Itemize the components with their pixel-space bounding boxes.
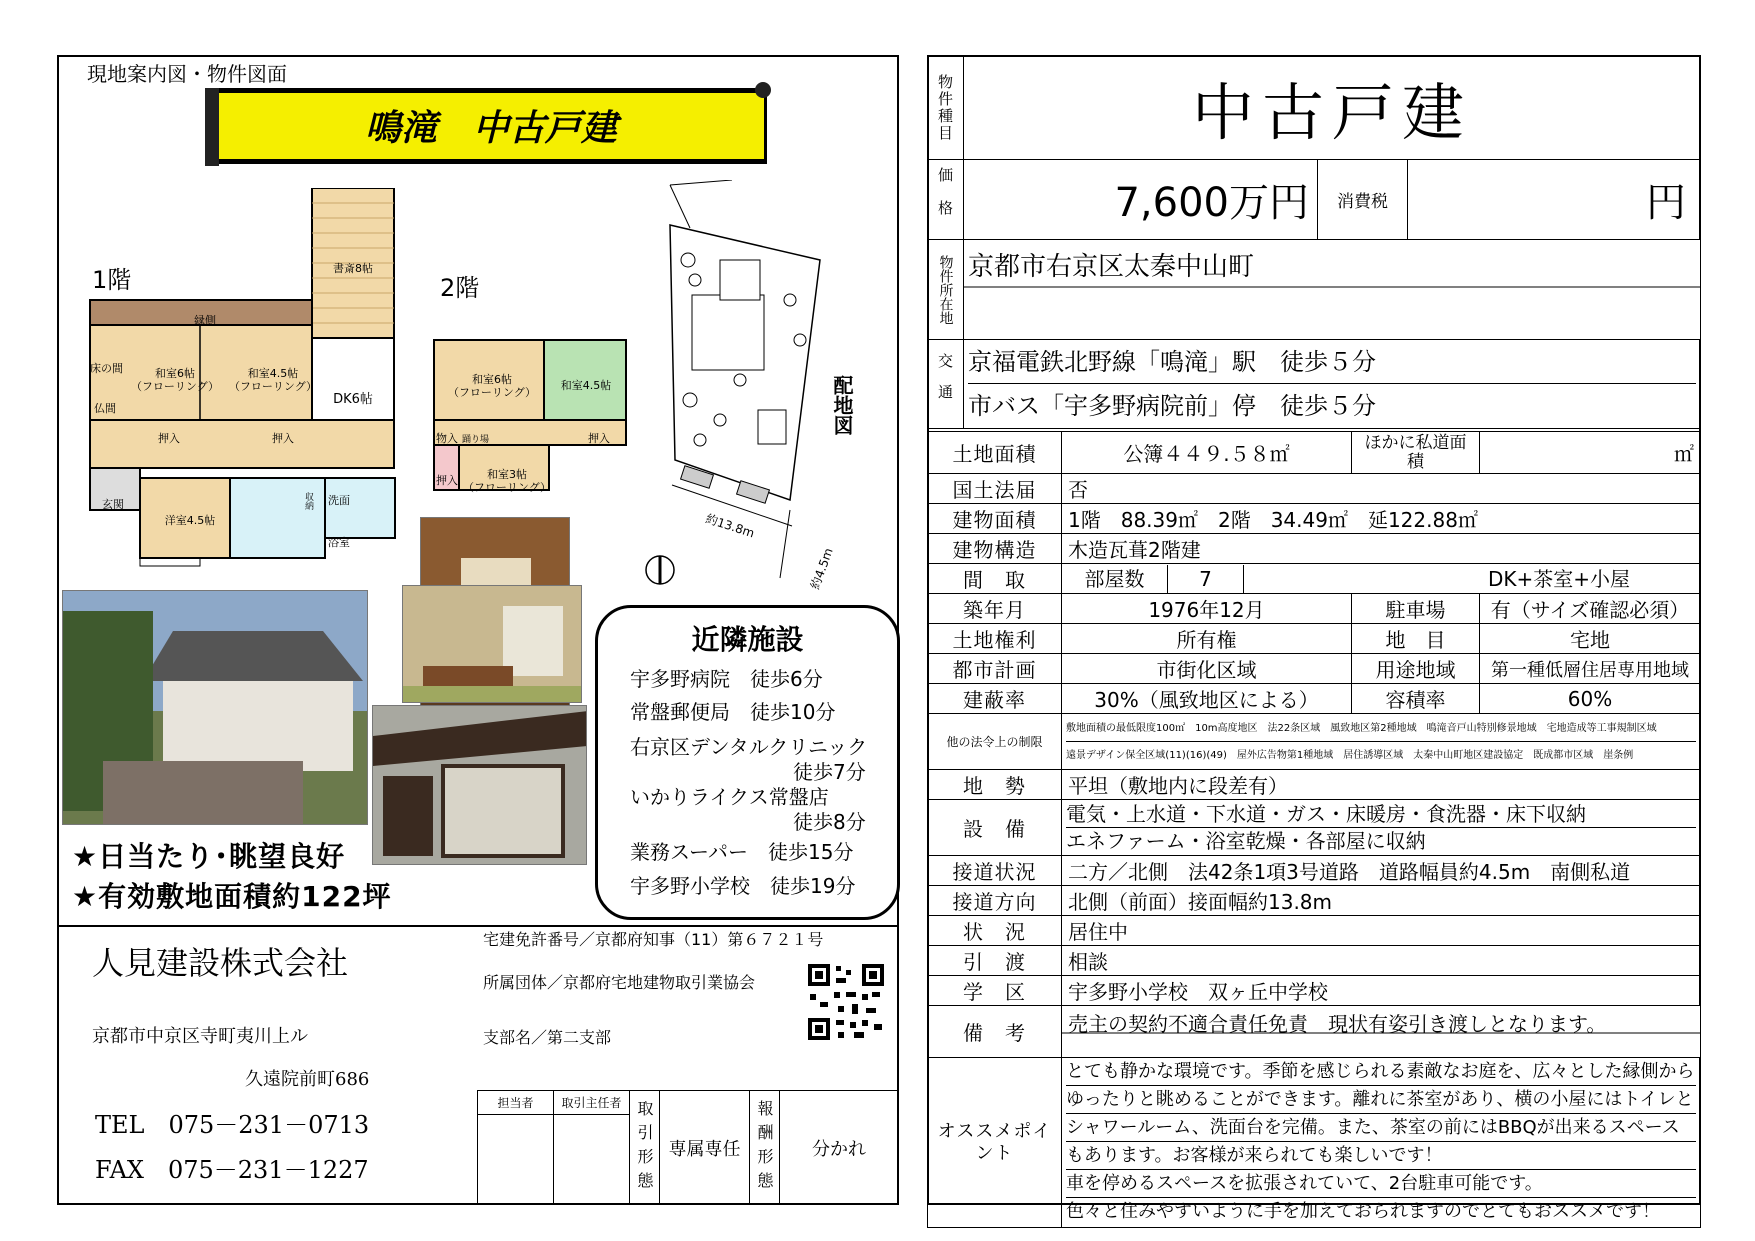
rights-label: 土地権利 [928,624,1062,654]
madori-label: 間 取 [928,564,1062,594]
nearby-facilities-box [595,605,900,920]
tagline-land-area: ★有効敷地面積約122坪 [72,880,392,913]
notes-label: 備 考 [928,1006,1062,1058]
property-header-table [927,55,1701,429]
equip-label: 設 備 [928,800,1062,856]
nearby-item: 業務スーパー 徒歩15分 [630,840,854,864]
hoshu-value: 分かれ [780,1091,899,1205]
tagline-sunlight: ★日当たり･眺望良好 [72,840,346,873]
other-law-cell [1062,714,1701,770]
rooms-value: 7 [1168,565,1244,593]
school-label: 学 区 [928,976,1062,1006]
youto-value: 第一種低層住居専用地域 [1480,654,1701,684]
structure-value: 木造瓦葺2階建 [1062,534,1701,564]
tearoom-interior-photo [402,585,582,703]
floor1-label: 1階 [92,266,132,294]
kokudo-value: 否 [1062,474,1701,504]
f2-odoriba: 踊り場 [462,435,490,445]
room-washitsu45: 和室4.5帖 [247,367,299,380]
company-tel: TEL 075－231－0713 [95,1111,370,1139]
transport-cell [964,340,1701,429]
recommend-line: 車を停めるスペースを拡張されていて、2台駐車可能です。 [1066,1170,1696,1198]
house-exterior-photo [62,590,368,825]
terrain-value: 平坦（敷地内に段差有） [1062,770,1701,800]
kokudo-label: 国土法届 [928,474,1062,504]
delivery-label: 引 渡 [928,946,1062,976]
room-oshiire-2: 押入 [272,432,294,445]
f2-washitsu6-sub: （フローリング） [447,386,537,399]
shunin-value [554,1115,630,1205]
room-genkan: 玄関 [102,498,124,511]
private-road-label: ほかに私道面積 [1352,432,1480,474]
room-youshitsu: 洋室4.5帖 [164,514,216,527]
room-oshiire-1: 押入 [158,432,180,445]
torihiki-value: 専属専任 [660,1091,750,1205]
built-value: 1976年12月 [1062,594,1352,624]
location-value: 京都市右京区太秦中山町 [964,240,1701,340]
price-value: 7,600万円 [964,160,1318,240]
nearby-title: 近隣施設 [691,623,804,656]
room-senmen: 洗面 [328,494,350,507]
floor2-label: 2階 [440,274,480,302]
room-tokonoma: 床の間 [90,362,123,375]
branch: 支部名／第二支部 [483,1028,612,1047]
private-road-value: ㎡ [1480,432,1701,474]
parking-label: 駐車場 [1352,594,1480,624]
room-shosai: 書斎8帖 [333,262,373,275]
rights-value: 所有権 [1062,624,1352,654]
transport-2: 市バス「宇多野病院前」停 徒歩５分 [968,392,1376,420]
land-value: 公簿４４９.５８㎡ [1062,432,1352,474]
road-dir-value: 北側（前面）接面幅約13.8m [1062,886,1701,916]
far-label: 容積率 [1352,684,1480,714]
f2-oshiire-2: 押入 [436,474,458,487]
type-value: 中古戸建 [964,56,1701,160]
location-label: 物件所在地 [928,240,964,340]
city-plan-label: 都市計画 [928,654,1062,684]
f2-washitsu3-sub: （フローリング） [462,481,552,494]
youto-label: 用途地域 [1352,654,1480,684]
company-address-2: 久遠院前町686 [245,1069,370,1090]
chimoku-label: 地 目 [1352,624,1480,654]
nearby-item-name: 右京区デンタルクリニック [630,735,868,759]
recommend-label: オススメポイント [928,1058,1062,1228]
nearby-item: 常盤郵便局 徒歩10分 [630,700,836,724]
type-label: 物件種目 [928,56,964,160]
tax-label: 消費税 [1318,160,1408,240]
bldg-area-value: 1階 88.39㎡ 2階 34.49㎡ 延122.88㎡ [1062,504,1701,534]
room-butsuma: 仏間 [94,402,116,415]
banner-title: 鳴滝 中古戸建 [364,108,617,149]
notes-value: 売主の契約不適合責任免責 現状有姿引き渡しとなります。 [1062,1006,1701,1058]
status-value: 居住中 [1062,916,1701,946]
room-yokushitsu: 浴室 [328,536,350,549]
road-value: 二方／北側 法42条1項3号道路 道路幅員約4.5m 南側私道 [1062,856,1701,886]
nearby-item: 宇多野病院 徒歩6分 [630,667,823,691]
tax-value: 円 [1408,160,1701,240]
bldg-area-label: 建物面積 [928,504,1062,534]
license-number: 宅建免許番号／京都府知事（11）第６７２１号 [483,930,824,949]
road-dir-label: 接道方向 [928,886,1062,916]
site-dim-2: 約4.5m [807,546,836,592]
room-dk: DK6帖 [333,392,373,407]
f2-monoire: 物入 [436,432,458,445]
tanto-label: 担当者 [478,1091,554,1115]
room-washitsu6: 和室6帖 [155,367,195,380]
madori-cell [1062,564,1701,594]
equip-1: 電気・上水道・下水道・ガス・床暖房・食洗器・床下収納 [1066,801,1696,828]
road-label: 接道状況 [928,856,1062,886]
far-value: 60% [1480,684,1701,714]
madori-value: DK+茶室+小屋 [1487,566,1630,591]
property-details-table [927,431,1701,1228]
transaction-table [477,1090,899,1205]
school-value: 宇多野小学校 双ヶ丘中学校 [1062,976,1701,1006]
coverage-label: 建蔽率 [928,684,1062,714]
nearby-item-walk: 徒歩7分 [793,760,866,784]
association: 所属団体／京都府宅地建物取引業協会 [483,973,756,992]
site-dim-1: 約13.8m [703,511,757,541]
city-plan-value: 市街化区域 [1062,654,1352,684]
other-law-2: 遠景デザイン保全区域(11)(16)(49) 屋外広告物第1種地域 居住誘導区域 太秦中山町地区建設協定 既成都市区域 崖条例 [1066,749,1634,761]
room-washitsu6-sub: （フローリング） [130,380,220,393]
recommend-line: 色々と住みやすいように手を加えておられますのでとてもおススメです！ [1066,1201,1660,1222]
room-washitsu45-sub: （フローリング） [228,380,318,393]
nearby-item: 宇多野小学校 徒歩19分 [630,874,856,898]
shunin-label: 取引主任者 [554,1091,630,1115]
rooms-label: 部屋数 [1062,565,1168,593]
company-address-1: 京都市中京区寺町夷川上ル [92,1026,308,1047]
status-label: 状 況 [928,916,1062,946]
coverage-value: 30%（風致地区による） [1062,684,1352,714]
chimoku-value: 宅地 [1480,624,1701,654]
equip-cell [1062,800,1701,856]
f2-washitsu45: 和室4.5帖 [560,379,612,392]
company-fax: FAX 075－231－1227 [95,1156,369,1184]
tanto-value [478,1115,554,1205]
teahouse-exterior-photo [372,705,587,865]
transport-1: 京福電鉄北野線「鳴滝」駅 徒歩５分 [968,340,1696,384]
company-name: 人見建設株式会社 [92,944,349,982]
transport-label: 交通 [928,340,964,429]
other-law-label: 他の法令上の制限 [928,714,1062,770]
delivery-value: 相談 [1062,946,1701,976]
recommend-line: シャワールーム、洗面台を完備。また、茶室の前にはBBQが出来るスペース [1066,1114,1696,1142]
hoshu-label: 報酬形態 [750,1091,780,1205]
left-header: 現地案内図・物件図面 [87,62,287,86]
torihiki-label: 取引形態 [630,1091,660,1205]
room-engawa: 縁側 [194,314,216,327]
f2-washitsu3: 和室3帖 [487,468,527,481]
recommend-cell [1062,1058,1701,1228]
price-label: 価格 [928,160,964,240]
recommend-line: ゆったりと眺めることができます。離れに茶室があり、横の小屋にはトイレと [1066,1086,1696,1114]
parking-value: 有（サイズ確認必須） [1480,594,1701,624]
other-law-1: 敷地面積の最低限度100㎡ 10m高度地区 法22条区域 風致地区第2種地域 鳴滝音戸山特別修景地域 宅地造成等工事規制区域 [1066,715,1696,742]
land-label: 土地面積 [928,432,1062,474]
recommend-line: とても静かな環境です。季節を感じられる素敵なお庭を、広々とした縁側から [1066,1058,1696,1086]
qr-code [806,962,886,1042]
f2-oshiire-1: 押入 [588,432,610,445]
nearby-item-walk: 徒歩8分 [793,810,866,834]
site-map-label: 配地図 [830,375,854,435]
room-shuno: 収納 [303,492,313,510]
built-label: 築年月 [928,594,1062,624]
nearby-item-name: いかりライクス常盤店 [630,785,829,809]
equip-2: エネファーム・浴室乾燥・各部屋に収納 [1066,828,1426,853]
structure-label: 建物構造 [928,534,1062,564]
recommend-line: もあります。お客様が来られても楽しいです！ [1066,1142,1696,1170]
f2-washitsu6: 和室6帖 [472,373,512,386]
terrain-label: 地 勢 [928,770,1062,800]
